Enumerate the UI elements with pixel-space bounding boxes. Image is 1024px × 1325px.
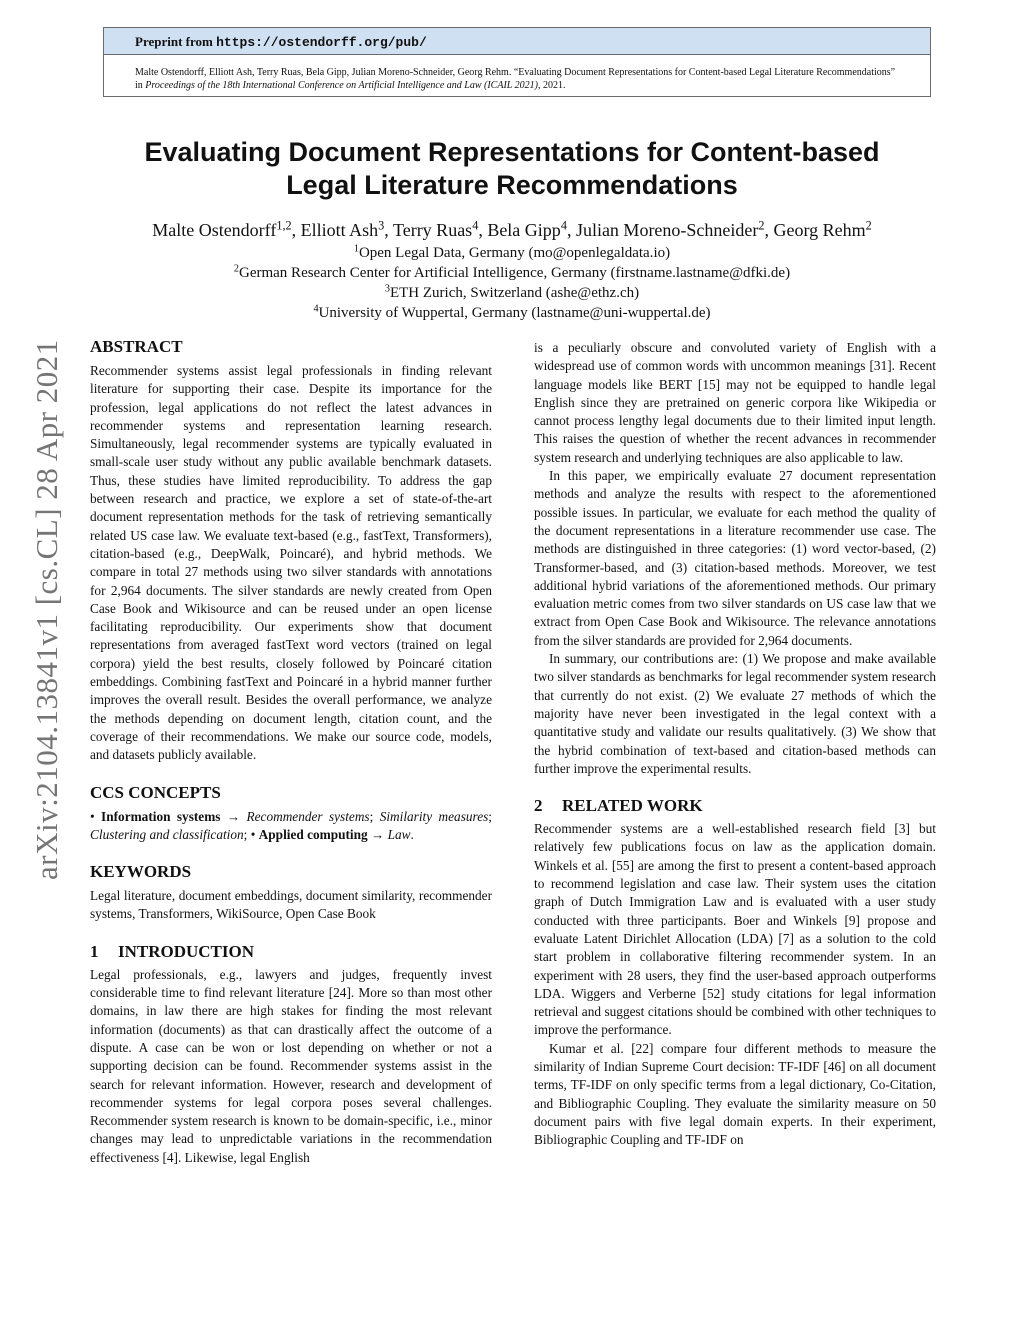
author-separator: , — [291, 220, 301, 240]
ccs-concept: Information systems — [101, 808, 221, 824]
section-title: INTRODUCTION — [118, 941, 255, 961]
author-affil-sup: 4 — [560, 218, 567, 233]
author-separator: , — [566, 220, 576, 240]
intro-paragraph-2: In this paper, we empirically evaluate 27 document representation methods and analyze the results with respect to the aforementioned possible issues. In particular, we evaluate for each method the quality of the document representations in a literature recommender use case. The methods are distinguished in three categories: (1) word vector-based, (2) Transformer-based, and (3) citation-based methods. Moreover, we test additional hybrid variations of the aforementioned methods. Our primary evaluation metric comes from two silver standards on US case law that we extract from Open Case Book and Wikisource. The relevance annotations from the silver standards are provided for 2,964 documents. — [534, 468, 936, 648]
ccs-concepts — [90, 808, 492, 845]
right-column — [534, 339, 936, 1149]
author-separator: , — [478, 220, 488, 240]
author: Georg Rehm — [773, 220, 866, 240]
related-paragraph-1: Recommender systems are a well-established research field [3] but relatively few publications focus on law as the application domain. Winkels et al. [55] are among the first to present a content-based approach to recommend legislation and case law. Their system uses the citation graph of Dutch Immigration Law and is evaluated with a user study conducted with three participants. Boer and Winkels [9] propose and evaluate Latent Dirichlet Allocation (LDA) [7] as a solution to the cold start problem in collaborative filtering recommender system. In an experiment with 28 users, they find the user-based approach outperforms LDA. Wiggers and Verberne [52] study citations for legal information retrieval and suggest citations should be combined with other techniques to improve the performance. — [534, 821, 936, 1038]
author-affil-sup: 3 — [378, 218, 385, 233]
ccs-concept: Similarity measures — [379, 808, 489, 824]
related-work-heading — [534, 795, 936, 817]
left-column — [90, 336, 492, 1167]
citation-text: Malte Ostendorff, Elliott Ash, Terry Ruas, Bela Gipp, Julian Moreno-Schneider, Georg Rehm. “Evaluating Document Representations for Content-based Legal Literature Recommendations” in — [135, 67, 896, 91]
ccs-arrow: → — [367, 826, 388, 842]
keywords-text: Legal literature, document embeddings, document similarity, recommender systems, Transformers, WikiSource, Open Case Book — [90, 888, 492, 922]
ccs-bullet: • — [250, 826, 256, 842]
affil-sup: 4 — [313, 303, 319, 315]
preprint-citation — [104, 55, 930, 92]
related-paragraph-2: Kumar et al. [22] compare four different methods to measure the similarity of Indian Supreme Court decision: TF-IDF [46] on all document terms, TF-IDF on only specific terms from a legal dictionary, Co-Citation, and Bibliographic Coupling. They evaluate the similarity measure on 50 document pairs with five legal domain experts. In their experiment, Bibliographic Coupling and TF-IDF on — [534, 1040, 936, 1148]
author: Julian Moreno-Schneider — [575, 220, 759, 240]
ccs-separator: ; — [488, 808, 492, 824]
author-affil-sup: 1,2 — [276, 218, 292, 233]
preprint-banner — [103, 27, 931, 97]
affil-text: University of Wuppertal, Germany (lastname@uni-wuppertal.de) — [318, 305, 711, 321]
author-separator: , — [764, 220, 774, 240]
citation-venue: Proceedings of the 18th International Conference on Artificial Intelligence and Law (ICAIL 2021) — [145, 80, 539, 91]
title-line-2: Legal Literature Recommendations — [286, 170, 738, 200]
affil-text: Open Legal Data, Germany (mo@openlegaldata.io) — [358, 245, 671, 261]
ccs-concept: Applied computing — [258, 826, 368, 842]
preprint-label: Preprint from — [135, 34, 213, 49]
affil-sup: 2 — [233, 263, 239, 275]
abstract-text: Recommender systems assist legal professionals in finding relevant literature for supporting their case. Despite its importance for the profession, legal applications do not reflect the latest advances in recommender systems and representation learning research. Simultaneously, legal recommender systems are typically evaluated in small-scale user study without any public available benchmark datasets. Thus, these studies have limited reproducibility. To address the gap between research and practice, we explore a set of state-of-the-art document representation methods for the task of retrieving semantically related US case law. We evaluate text-based (e.g., fastText, Transformers), citation-based (e.g., DeepWalk, Poincaré), and hybrid methods. We compare in total 27 methods using two silver standards with annotations for 2,964 documents. The silver standards are newly created from Open Case Book and Wikisource and can be reused under an open license facilitating reproducibility. Our experiments show that document representations from averaged fastText word vectors (trained on legal corpora) yield the best results, closely followed by Poincaré citation embeddings. Combining fastText and Poincaré in a hybrid manner further improves the overall result. Besides the overall performance, we analyze the methods depending on document length, citation count, and the coverage of their recommendations. We make our source code, models, and datasets publicly available. — [90, 363, 492, 763]
author-separator: , — [384, 220, 393, 240]
ccs-bullet: • — [90, 808, 95, 824]
section-number: 1 — [90, 941, 99, 961]
paper-title — [60, 136, 964, 202]
author: Malte Ostendorff — [152, 220, 277, 240]
author: Terry Ruas — [392, 220, 473, 240]
ccs-separator: ; — [243, 826, 251, 842]
title-line-1: Evaluating Document Representations for Content-based — [144, 137, 880, 167]
citation-year: , 2021. — [538, 80, 566, 91]
intro-paragraph-3: In summary, our contributions are: (1) We propose and make available two silver standards as benchmarks for legal recommender system research that currently do not exist. (2) We evaluate 27 methods of which the majority have never been investigated in the legal context with a quantitative study and validate our results qualitatively. (3) We show that the hybrid combination of text-based and citation-based methods can further improve the experimental results. — [534, 651, 936, 776]
affiliation — [60, 283, 964, 303]
affiliation — [60, 243, 964, 263]
ccs-arrow: → — [220, 808, 247, 824]
ccs-concept: Clustering and classification — [90, 826, 244, 842]
author: Elliott Ash — [300, 220, 379, 240]
affil-text: ETH Zurich, Switzerland (ashe@ethz.ch) — [389, 285, 640, 301]
ccs-heading: CCS CONCEPTS — [90, 782, 221, 802]
section-title: RELATED WORK — [562, 796, 703, 816]
author-affil-sup: 2 — [758, 218, 765, 233]
ccs-separator: ; — [369, 808, 380, 824]
keywords-heading: KEYWORDS — [90, 862, 192, 882]
preprint-header — [104, 28, 930, 55]
author: Bela Gipp — [487, 220, 561, 240]
author-list — [60, 219, 964, 241]
introduction-heading — [90, 941, 492, 963]
author-affil-sup: 2 — [865, 218, 872, 233]
affil-text: German Research Center for Artificial Intelligence, Germany (firstname.lastname@dfki.de) — [239, 265, 791, 281]
affiliation — [60, 263, 964, 283]
affil-sup: 3 — [384, 283, 390, 295]
affil-sup: 1 — [353, 243, 359, 255]
arxiv-identifier: arXiv:2104.13841v1 [cs.CL] 28 Apr 2021 — [29, 339, 64, 880]
ccs-end: . — [410, 826, 414, 842]
ccs-concept: Law — [387, 826, 411, 842]
affiliation — [60, 303, 964, 323]
preprint-url[interactable]: https://ostendorff.org/pub/ — [216, 35, 427, 50]
intro-paragraph-1: Legal professionals, e.g., lawyers and judges, frequently invest considerable time to find relevant literature [24]. More so than most other domains, in law there are high stakes for finding the most relevant information (documents) as that can drastically affect the outcome of a dispute. A case can be won or lost depending on whether or not a supporting decision can be found. Recommender systems assist in the search for relevant information. However, research and development of recommender systems for legal corpora poses several challenges. Recommender system research is known to be domain-specific, i.e., minor changes may lead to unpredictable variations in the recommendation effectiveness [4]. Likewise, legal English — [90, 966, 492, 1165]
abstract-heading: ABSTRACT — [90, 337, 183, 356]
section-number: 2 — [534, 796, 543, 816]
affiliation-list — [60, 243, 964, 323]
author-affil-sup: 4 — [472, 218, 479, 233]
ccs-concept: Recommender systems — [246, 808, 370, 824]
intro-paragraph-1-continued: is a peculiarly obscure and convoluted variety of English with a widespread use of common words with uncommon meanings [31]. Recent language models like BERT [15] may not be equipped to handle legal English since they are pretrained on generic corpora like Wikipedia or cannot process lengthy legal documents due to their limited input length. This raises the question of whether the recent advances in recommender system research and underlying techniques are also applicable to law. — [534, 340, 936, 465]
